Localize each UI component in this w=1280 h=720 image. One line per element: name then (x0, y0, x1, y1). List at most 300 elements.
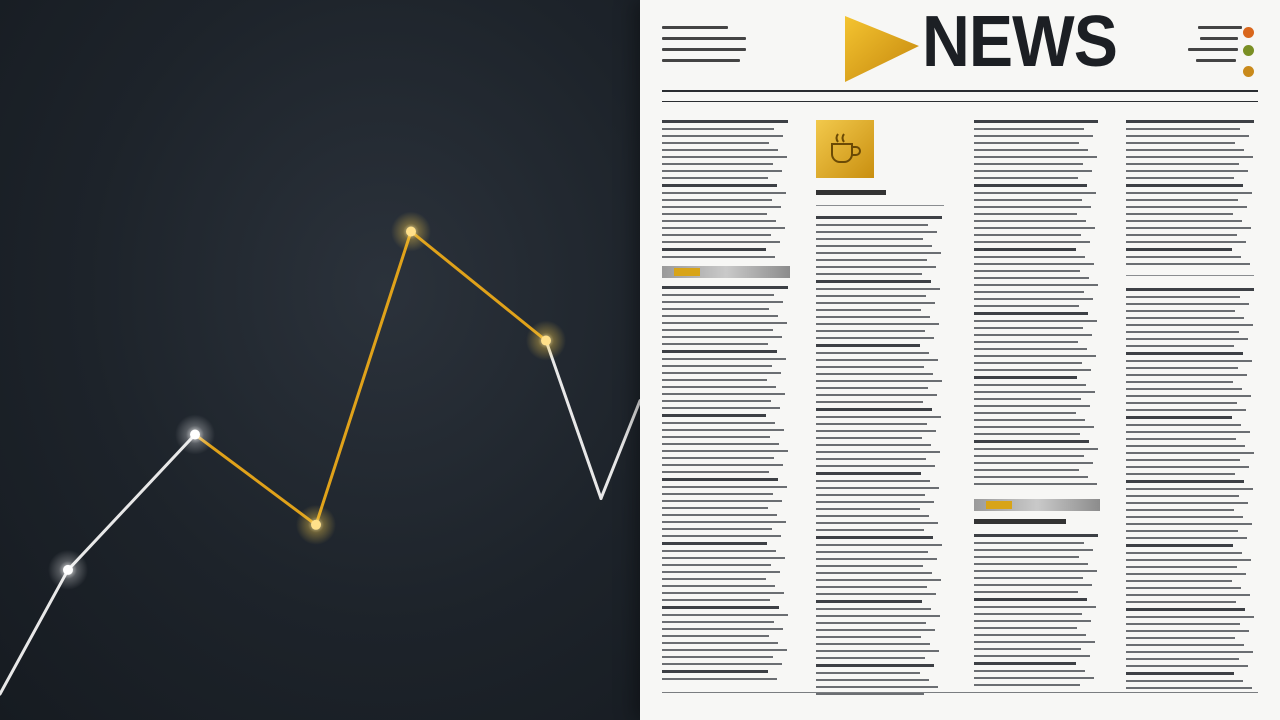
text-line (816, 366, 924, 368)
text-line (662, 450, 788, 452)
text-line (974, 577, 1083, 579)
text-line (662, 542, 767, 545)
text-line (662, 585, 775, 587)
text-line (974, 662, 1076, 665)
text-line (1126, 559, 1251, 561)
text-line (662, 678, 777, 680)
text-line (662, 192, 786, 194)
text-line (816, 515, 929, 517)
text-line (662, 436, 770, 438)
masthead-title: NEWS (922, 2, 1118, 82)
text-line (1126, 199, 1238, 201)
text-line (662, 464, 783, 466)
text-line (974, 570, 1097, 572)
text-line (1126, 149, 1244, 151)
text-line (974, 184, 1087, 187)
article-subhead (816, 190, 886, 195)
text-line (974, 263, 1094, 265)
text-line (1126, 213, 1233, 215)
text-line (662, 372, 781, 374)
text-line (1126, 530, 1238, 532)
text-line (974, 220, 1086, 222)
text-line (1126, 431, 1250, 433)
chart-line-segment (601, 401, 640, 499)
text-line (816, 444, 931, 446)
text-line (1126, 587, 1241, 589)
text-line (1126, 644, 1244, 646)
text-line (816, 657, 925, 659)
text-line (974, 433, 1080, 435)
chart-line-segment (68, 435, 195, 570)
text-line (816, 394, 937, 396)
text-line (816, 536, 933, 539)
text-line (974, 677, 1094, 679)
text-line (662, 343, 768, 345)
text-line (816, 280, 931, 283)
text-line (816, 544, 942, 546)
text-line (974, 384, 1086, 386)
text-line (816, 238, 923, 240)
text-line (662, 128, 774, 130)
text-line (662, 606, 779, 609)
text-line (816, 245, 932, 247)
text-line (662, 457, 774, 459)
text-line (662, 443, 779, 445)
text-line (1126, 516, 1243, 518)
chart-line-segment (195, 435, 316, 525)
text-line (974, 256, 1085, 258)
text-line (816, 629, 935, 631)
text-line (974, 556, 1079, 558)
text-line (816, 529, 924, 531)
text-line (816, 672, 920, 674)
text-line (816, 302, 935, 304)
text-line (816, 288, 940, 290)
text-line (1126, 303, 1249, 305)
text-line (662, 571, 780, 573)
text-line (662, 564, 771, 566)
text-line (662, 400, 771, 402)
text-line (816, 579, 941, 581)
chart-line-segment (0, 570, 68, 694)
text-line (974, 376, 1077, 379)
text-line (1126, 552, 1242, 554)
text-line (816, 501, 934, 503)
text-line (1126, 637, 1235, 639)
text-line (974, 634, 1086, 636)
text-line (816, 344, 920, 347)
text-line (974, 284, 1098, 286)
text-line (662, 592, 784, 594)
text-line (662, 206, 781, 208)
text-line (1126, 177, 1234, 179)
text-line (1126, 402, 1237, 404)
text-line (816, 337, 934, 339)
text-line (662, 514, 777, 516)
text-line (662, 336, 782, 338)
text-line (662, 614, 788, 616)
text-line (816, 359, 938, 361)
text-line (662, 227, 785, 229)
text-line (1126, 395, 1251, 397)
text-line (1126, 324, 1253, 326)
text-line (816, 373, 933, 375)
text-line (816, 622, 926, 624)
text-line (1126, 537, 1247, 539)
text-line (662, 294, 774, 296)
text-line (974, 606, 1096, 608)
text-line (974, 298, 1093, 300)
text-line (974, 149, 1088, 151)
text-line (1126, 573, 1246, 575)
text-line (974, 440, 1089, 443)
text-line (974, 128, 1084, 130)
text-line (1126, 608, 1245, 611)
chart-point (311, 520, 321, 530)
text-line (816, 380, 942, 382)
article-column-3 (974, 120, 1100, 691)
chart-line-segment (546, 341, 601, 499)
text-line (1126, 495, 1239, 497)
text-line (662, 379, 767, 381)
section-banner (662, 266, 790, 278)
text-line (816, 608, 931, 610)
text-line (662, 365, 772, 367)
article-column-1 (662, 120, 790, 685)
text-line (662, 220, 776, 222)
text-line (1126, 163, 1239, 165)
text-line (1126, 360, 1252, 362)
text-line (816, 266, 936, 268)
text-line (662, 120, 788, 123)
text-line (816, 423, 927, 425)
text-line (1126, 509, 1234, 511)
masthead-rule (662, 101, 1258, 102)
text-line (662, 213, 767, 215)
text-line (816, 693, 924, 695)
text-line (816, 679, 929, 681)
text-line (816, 615, 940, 617)
text-line (662, 308, 769, 310)
text-line (974, 291, 1084, 293)
text-line (1126, 220, 1242, 222)
text-line (662, 642, 778, 644)
text-line (662, 471, 769, 473)
text-line (816, 430, 936, 432)
text-line (662, 507, 768, 509)
text-line (974, 670, 1085, 672)
text-line (974, 419, 1085, 421)
text-line (816, 572, 932, 574)
text-line (1126, 445, 1245, 447)
text-line (1126, 630, 1249, 632)
text-line (1126, 658, 1239, 660)
masthead-right-ear (1172, 26, 1252, 70)
text-line (662, 142, 769, 144)
text-line (662, 241, 780, 243)
text-line (662, 649, 787, 651)
text-line (816, 352, 929, 354)
text-line (974, 156, 1097, 158)
text-line (662, 386, 776, 388)
text-line (662, 286, 788, 289)
text-line (1126, 338, 1248, 340)
text-line (816, 465, 935, 467)
text-line (662, 578, 766, 580)
chart-point (190, 430, 200, 440)
text-line (662, 500, 782, 502)
text-line (1126, 310, 1235, 312)
masthead-left-ear (662, 26, 752, 70)
text-line (816, 316, 930, 318)
text-line (662, 599, 770, 601)
text-line (816, 273, 922, 275)
text-line (974, 563, 1088, 565)
text-line (1126, 388, 1242, 390)
text-line (662, 550, 776, 552)
text-line (816, 295, 926, 297)
text-line (1126, 263, 1250, 265)
text-line (1126, 352, 1243, 355)
text-line (662, 135, 783, 137)
text-line (1126, 241, 1246, 243)
text-line (974, 542, 1084, 544)
text-line (974, 241, 1090, 243)
text-line (974, 341, 1078, 343)
text-line (1126, 142, 1235, 144)
text-line (816, 600, 922, 603)
text-line (974, 613, 1082, 615)
chart-line-segment (411, 232, 546, 341)
text-line (974, 192, 1096, 194)
text-line (1126, 466, 1249, 468)
text-line (816, 458, 926, 460)
text-line (816, 522, 938, 524)
text-line (662, 156, 787, 158)
text-line (974, 598, 1087, 601)
text-line (974, 591, 1078, 593)
text-line (662, 170, 782, 172)
text-line (1126, 601, 1236, 603)
text-line (816, 558, 937, 560)
text-line (974, 305, 1079, 307)
article-subhead (974, 519, 1066, 524)
text-line (662, 149, 778, 151)
text-line (662, 414, 766, 417)
text-line (1126, 680, 1243, 682)
text-line (816, 408, 932, 411)
text-line (1126, 367, 1238, 369)
text-line (1126, 672, 1234, 675)
text-line (816, 565, 923, 567)
text-line (816, 643, 930, 645)
text-line (974, 412, 1076, 414)
text-line (662, 422, 775, 424)
text-line (1126, 206, 1247, 208)
text-line (1126, 665, 1248, 667)
text-line (1126, 374, 1247, 376)
text-line (662, 248, 766, 251)
text-line (974, 270, 1080, 272)
text-line (1126, 409, 1246, 411)
text-line (974, 355, 1096, 357)
text-line (1126, 473, 1235, 475)
text-line (1126, 594, 1250, 596)
text-line (816, 487, 939, 489)
text-line (974, 320, 1097, 322)
text-line (662, 663, 782, 665)
text-line (1126, 227, 1251, 229)
text-line (1126, 651, 1253, 653)
text-line (816, 593, 936, 595)
text-line (662, 407, 780, 409)
text-line (1126, 317, 1244, 319)
text-line (1126, 416, 1232, 419)
text-line (974, 248, 1076, 251)
text-line (816, 437, 922, 439)
text-line (662, 521, 786, 523)
chart-point (541, 336, 551, 346)
text-line (662, 199, 772, 201)
text-line (662, 478, 778, 481)
text-line (1126, 256, 1241, 258)
text-line (1126, 580, 1232, 582)
text-line (816, 451, 940, 453)
status-dot (1243, 27, 1254, 38)
text-line (662, 163, 773, 165)
text-line (1126, 156, 1253, 158)
text-line (1126, 566, 1237, 568)
text-line (662, 358, 786, 360)
text-line (974, 348, 1087, 350)
text-line (1126, 296, 1240, 298)
article-thumbnail (816, 120, 874, 178)
text-line (974, 549, 1093, 551)
text-line (974, 426, 1094, 428)
cup-icon (826, 130, 864, 168)
text-line (1126, 135, 1249, 137)
text-line (662, 393, 785, 395)
text-line (662, 234, 771, 236)
text-line (974, 684, 1080, 686)
chart-line-segment (316, 232, 411, 525)
text-line (662, 329, 773, 331)
text-line (816, 323, 939, 325)
text-line (974, 483, 1097, 485)
text-line (1126, 345, 1234, 347)
text-line (974, 476, 1088, 478)
text-line (1126, 616, 1254, 618)
newspaper-page (640, 0, 1280, 720)
text-line (1126, 623, 1240, 625)
text-line (974, 312, 1088, 315)
text-line (974, 142, 1079, 144)
text-line (1126, 184, 1243, 187)
text-line (1126, 502, 1248, 504)
text-line (1126, 234, 1237, 236)
text-line (662, 621, 774, 623)
text-line (974, 655, 1090, 657)
text-line (1126, 331, 1239, 333)
text-line (662, 670, 768, 673)
text-line (974, 584, 1092, 586)
text-line (816, 636, 921, 638)
text-line (816, 330, 925, 332)
text-line (816, 252, 941, 254)
text-line (662, 535, 781, 537)
text-line (662, 322, 787, 324)
text-line (1126, 424, 1241, 426)
text-line (1126, 170, 1248, 172)
text-line (816, 401, 923, 403)
text-line (816, 231, 937, 233)
text-line (974, 620, 1091, 622)
text-line (974, 213, 1077, 215)
text-line (974, 327, 1083, 329)
text-line (974, 135, 1093, 137)
text-line (662, 350, 777, 353)
text-line (816, 224, 928, 226)
text-line (816, 472, 921, 475)
text-line (816, 686, 938, 688)
text-line (662, 628, 783, 630)
text-line (662, 301, 783, 303)
text-line (974, 455, 1084, 457)
text-line (816, 508, 920, 510)
text-line (1126, 480, 1244, 483)
text-line (1126, 523, 1252, 525)
text-line (662, 429, 784, 431)
text-line (974, 369, 1091, 371)
status-dot (1243, 66, 1254, 77)
text-line (662, 315, 778, 317)
text-line (816, 551, 928, 553)
text-line (1126, 192, 1252, 194)
article-column-4 (1126, 120, 1254, 694)
text-line (974, 234, 1081, 236)
text-line (816, 480, 930, 482)
text-line (974, 469, 1079, 471)
text-line (816, 416, 941, 418)
text-line (816, 216, 942, 219)
text-line (974, 334, 1092, 336)
text-line (974, 277, 1089, 279)
text-line (816, 259, 927, 261)
text-line (1126, 687, 1252, 689)
text-line (974, 398, 1081, 400)
text-line (816, 309, 921, 311)
text-line (816, 494, 925, 496)
text-line (974, 120, 1098, 123)
text-line (816, 650, 939, 652)
text-line (974, 405, 1090, 407)
play-triangle-icon (845, 16, 919, 82)
text-line (662, 557, 785, 559)
text-line (1126, 381, 1233, 383)
footer-rule (662, 692, 1258, 693)
text-line (1126, 288, 1254, 291)
text-line (662, 493, 773, 495)
text-line (662, 635, 769, 637)
text-line (1126, 452, 1254, 454)
masthead-rule (662, 90, 1258, 92)
text-line (974, 199, 1082, 201)
text-line (974, 448, 1098, 450)
text-line (974, 177, 1078, 179)
text-line (974, 163, 1083, 165)
text-line (816, 387, 928, 389)
text-line (662, 184, 777, 187)
